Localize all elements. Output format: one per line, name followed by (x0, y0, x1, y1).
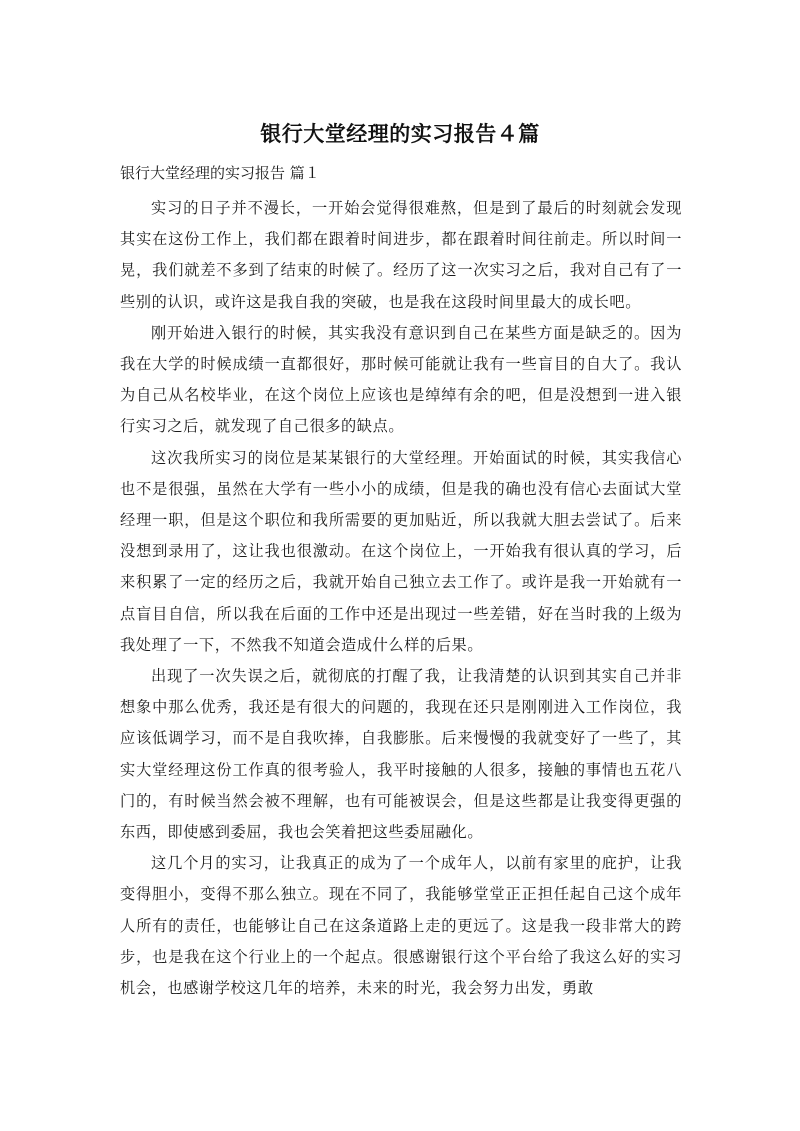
paragraph-4: 出现了一次失误之后，就彻底的打醒了我，让我清楚的认识到其实自己并非想象中那么优秀，我还是有很大的问题的，我现在还只是刚刚进入工作岗位，我应该低调学习，而不是自我吹捧，自我膨胀。后来慢慢的我就变好了一些了，其实大堂经理这份工作真的很考验人，我平时接触的人很多，接触的事情也五花八门的，有时候当然会被不理解，也有可能被误会，但是这些都是让我变得更强的东西，即使感到委屈，我也会笑着把这些委屈融化。 (120, 667, 682, 842)
paragraph-1: 实习的日子并不漫长，一开始会觉得很难熬，但是到了最后的时刻就会发现其实在这份工作上，我们都在跟着时间进步，都在跟着时间往前走。所以时间一晃，我们就差不多到了结束的时候了。经历了这一次实习之后，我对自己有了一些别的认识，或许这是我自我的突破，也是我在这段时间里最大的成长吧。 (120, 199, 682, 311)
document-title: 银行大堂经理的实习报告４篇 (260, 122, 540, 146)
paragraph-5: 这几个月的实习，让我真正的成为了一个成年人，以前有家里的庇护，让我变得胆小，变得不那么独立。现在不同了，我能够堂堂正正担任起自己这个成年人所有的责任，也能够让自己在这条道路上走的更远了。这是我一段非常大的跨步，也是我在这个行业上的一个起点。很感谢银行这个平台给了我这么好的实习机会，也感谢学校这几年的培养，未来的时光，我会努力出发，勇敢 (120, 854, 682, 998)
section-heading: 银行大堂经理的实习报告 篇１ (120, 164, 320, 182)
document-body (120, 193, 682, 1004)
paragraph-2: 刚开始进入银行的时候，其实我没有意识到自己在某些方面是缺乏的。因为我在大学的时候成绩一直都很好，那时候可能就让我有一些盲目的自大了。我认为自己从名校毕业，在这个岗位上应该也是绰绰有余的吧，但是没想到一进入银行实习之后，就发现了自己很多的缺点。 (120, 323, 682, 436)
paragraph-3: 这次我所实习的岗位是某某银行的大堂经理。开始面试的时候，其实我信心也不是很强，虽然在大学有一些小小的成绩，但是我的确也没有信心去面试大堂经理一职，但是这个职位和我所需要的更加贴近，所以我就大胆去尝试了。后来没想到录用了，这让我也很激动。在这个岗位上，一开始我有很认真的学习，后来积累了一定的经历之后，我就开始自己独立去工作了。或许是我一开始就有一点盲目自信，所以我在后面的工作中还是出现过一些差错，好在当时我的上级为我处理了一下，不然我不知道会造成什么样的后果。 (120, 448, 682, 654)
